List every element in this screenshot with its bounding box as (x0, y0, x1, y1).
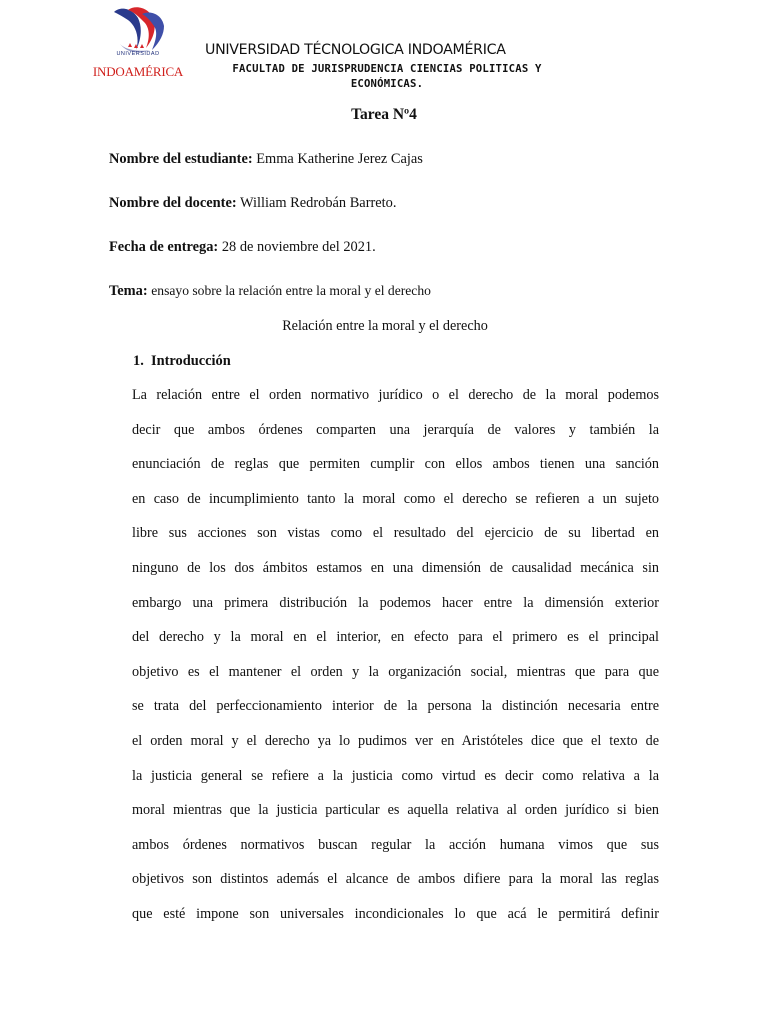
paragraph-line: La relación entre el orden normativo jurídico o el derecho de la moral podemos (132, 387, 659, 403)
faculty-name (192, 62, 582, 92)
paragraph-line: enunciación de reglas que permiten cumplir con ellos ambos tienen una sanción (132, 456, 659, 473)
page-title: Tarea Nº4 (351, 106, 417, 123)
faculty-line-1: FACULTAD DE JURISPRUDENCIA CIENCIAS POLITICAS Y (232, 63, 542, 75)
topic-label: Tema: (109, 283, 148, 299)
date-field (109, 239, 376, 256)
paragraph-line: se trata del perfeccionamiento interior de la persona la distinción necesaria entre (132, 698, 659, 715)
section-heading (133, 353, 231, 370)
student-field (109, 151, 423, 168)
teacher-value: William Redrobán Barreto. (239, 195, 397, 211)
logo-wordmark: INDOAMÉRICA (92, 64, 184, 79)
faculty-line-2: ECONÓMICAS. (350, 78, 424, 90)
paragraph-line: objetivo es el mantener el orden y la organización social, mientras que para que (132, 663, 659, 680)
university-name: UNIVERSIDAD TÉCNOLOGICA INDOAMÉRICA (205, 42, 506, 58)
teacher-field (109, 195, 396, 212)
logo-small-text: UNIVERSIDAD (116, 51, 160, 57)
topic-value: ensayo sobre la relación entre la moral y el derecho (151, 283, 431, 298)
university-logo (92, 4, 184, 84)
essay-title (0, 318, 768, 335)
paragraph-line: decir que ambos órdenes comparten una jerarquía de valores y también la (132, 421, 659, 438)
topic-field (109, 283, 431, 300)
date-value: 28 de noviembre del 2021. (221, 239, 376, 255)
section-number: 1. (133, 353, 144, 369)
paragraph-line: embargo una primera distribución la podemos hacer entre la dimensión exterior (132, 594, 659, 611)
paragraph-line: libre sus acciones son vistas como el resultado del ejercicio de su libertad en (132, 525, 659, 542)
paragraph-line: objetivos son distintos además el alcance de ambos difiere para la moral las reglas (132, 871, 659, 888)
student-label: Nombre del estudiante: (109, 151, 253, 167)
introduction-paragraph (132, 384, 659, 938)
paragraph-line: moral mientras que la justicia particular es aquella relativa al orden jurídico si bien (132, 802, 659, 819)
date-label: Fecha de entrega: (109, 239, 219, 255)
paragraph-line: el orden moral y el derecho ya lo pudimos ver en Aristóteles dice que el texto de (132, 732, 659, 749)
paragraph-line: ninguno de los dos ámbitos estamos en una dimensión de causalidad mecánica sin (132, 559, 659, 576)
essay-title-text: Relación entre la moral y el derecho (282, 318, 488, 334)
student-value: Emma Katherine Jerez Cajas (256, 151, 423, 167)
paragraph-line: ambos órdenes normativos buscan regular la acción humana vimos que sus (132, 836, 659, 853)
paragraph-line: en caso de incumplimiento tanto la moral como el derecho se refieren a un sujeto (132, 490, 659, 507)
teacher-label: Nombre del docente: (109, 195, 237, 211)
section-title: Introducción (151, 353, 231, 369)
paragraph-line: del derecho y la moral en el interior, en efecto para el primero es el principal (132, 629, 659, 646)
paragraph-line: la justicia general se refiere a la justicia como virtud es decir como relativa a la (132, 767, 659, 784)
paragraph-line: que esté impone son universales incondicionales lo que acá le permitirá definir (132, 905, 659, 922)
